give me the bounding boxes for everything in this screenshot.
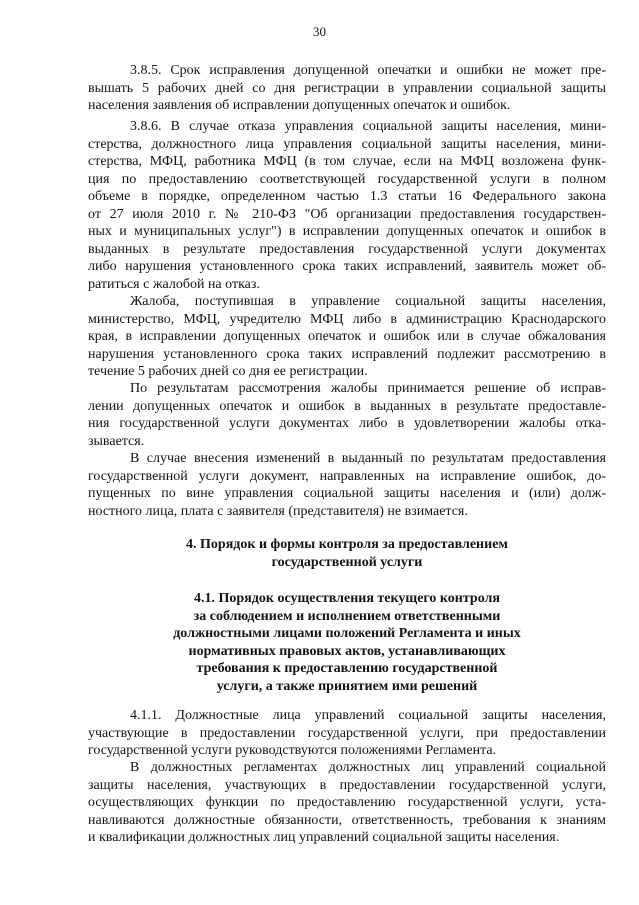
text-line: 4.1.1. Должностные лица управлений социальной защиты населения, [130, 708, 606, 723]
text-line: государственной услуги документ, направленных на исправление ошибок, до- [88, 468, 606, 484]
heading-line: за соблюдением и исполнением ответственными [193, 608, 501, 624]
text-line: ных и муниципальных услуг") в исправлении допущенных опечаток и ошибок в [88, 224, 606, 239]
paragraph-3-8-5 [88, 62, 606, 115]
text-line: 3.8.5. Срок исправления допущенной опечатки и ошибки не может пре- [130, 63, 606, 78]
text-line: пущенных по вине управления социальной защиты населения и (или) долж- [88, 486, 606, 501]
text-line: 3.8.6. В случае отказа управления социальной защиты населения, мини- [130, 119, 606, 134]
text-line: ностного лица, плата с заявителя (представителя) не взимается. [88, 503, 468, 519]
heading-line: 4.1. Порядок осуществления текущего контроля [194, 591, 500, 606]
text-line: министерство, МФЦ, учредителю МФЦ либо в администрацию Краснодарского [88, 311, 606, 327]
section-heading [88, 536, 606, 571]
text-line: По результатам рассмотрения жалобы принимается решение об исправ- [130, 381, 606, 396]
paragraph-job-regulations [88, 759, 606, 847]
text-line: и квалификации должностных лиц управлений социальной защиты населения. [88, 830, 560, 845]
subsection-heading [88, 590, 606, 695]
text-line: ния государственной услуги документах либо в удовлетворении жалобы отка- [88, 416, 606, 431]
text-line: лении допущенных опечаток и ошибок в выданных в результате предоставле- [88, 398, 606, 414]
paragraph-3-8-6 [88, 118, 606, 293]
text-line: государственной услуги руководствуются положениями Регламента. [88, 743, 497, 758]
heading-line: государственной услуги [271, 554, 423, 570]
text-line: течение 5 рабочих дней со дня ее регистрации. [88, 364, 368, 379]
heading-line: нормативных правовых актов, устанавливающих [188, 643, 506, 659]
text-line: населения заявления об исправлении допущенных опечаток и ошибок. [88, 98, 511, 113]
text-line: стерства, должностного лица управления социальной защиты населения, мини- [88, 136, 606, 152]
paragraph-complaint [88, 293, 606, 381]
heading-line: требования к предоставлению государственной [196, 661, 498, 676]
heading-line: 4. Порядок и формы контроля за предоставлением [186, 537, 508, 552]
text-line: объеме в порядке, определенном частью 1.3 статьи 16 Федерального закона [88, 189, 606, 204]
text-line: В должностных регламентах должностных лиц управлений социальной [130, 760, 606, 775]
text-line: от 27 июля 2010 г. № 210-ФЗ "Об организации предоставления государствен- [88, 206, 606, 222]
text-line: навливаются должностные обязанности, ответственность, требования к знаниям [88, 812, 606, 828]
text-line: участвующие в предоставлении государственной услуги, при предоставлении [88, 725, 606, 741]
text-line: края, в исправлении допущенных опечаток и ошибок или в случае обжалования [88, 329, 606, 344]
paragraph-4-1-1 [88, 707, 606, 760]
text-line: Жалоба, поступившая в управление социальной защиты населения, [130, 294, 606, 309]
text-line: зывается. [88, 433, 145, 449]
text-line: стерства, МФЦ, работника МФЦ (в том случае, если на МФЦ возложена функ- [88, 154, 606, 169]
paragraph-fee [88, 450, 606, 520]
heading-line: должностными лицами положений Регламента и иных [173, 626, 521, 641]
text-line: нарушения установленного срока таких исправлений подлежит рассмотрению в [88, 346, 606, 362]
paragraph-decision [88, 380, 606, 450]
text-line: В случае внесения изменений в выданный по результатам предоставления [130, 451, 606, 466]
text-line: осуществляющих функции по предоставлению государственной услуги, уста- [88, 795, 606, 810]
text-line: либо нарушения установленного срока таких исправлений, заявитель может об- [88, 259, 606, 274]
text-line: выданных в результате предоставления государственной услуги документах [88, 241, 606, 257]
heading-line: услуги, а также принятием ими решений [216, 678, 478, 694]
text-line: ция по предоставлению соответствующей государственной услуги в полном [88, 171, 606, 187]
text-line: ратиться с жалобой на отказ. [88, 276, 260, 292]
text-line: вышать 5 рабочих дней со дня регистрации в управлении социальной защиты [88, 80, 606, 96]
page-number: 30 [313, 24, 326, 39]
text-line: защиты населения, участвующих в предоставлении государственной услуги, [88, 777, 606, 793]
